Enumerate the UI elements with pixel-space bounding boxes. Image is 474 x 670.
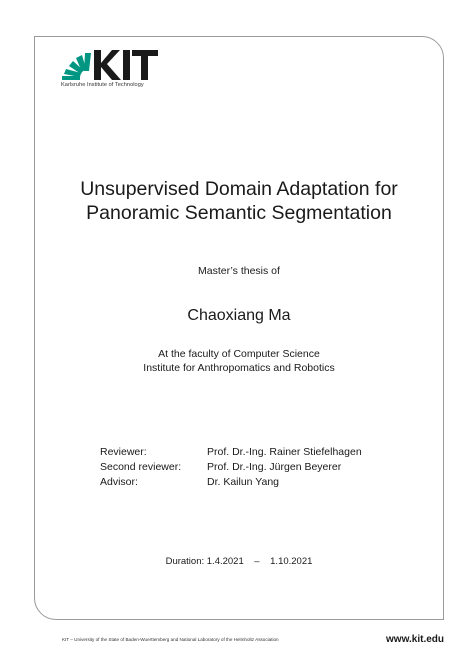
role-label: Reviewer: xyxy=(100,446,147,458)
reviewer-row xyxy=(100,445,362,460)
footer-institution: KIT – University of the State of Baden-Wuerttemberg and National Laboratory of the Helmholtz Association xyxy=(62,637,279,642)
logo-subtitle: Karlsruhe Institute of Technology xyxy=(61,82,144,88)
thesis-type: Master’s thesis of xyxy=(198,265,280,277)
advisor-row xyxy=(100,475,362,490)
faculty-line1: At the faculty of Computer Science xyxy=(158,348,320,360)
faculty-line2: Institute for Anthropomatics and Robotics xyxy=(143,362,335,374)
thesis-title-line1: Unsupervised Domain Adaptation for xyxy=(80,178,398,200)
person-name: Dr. Kailun Yang xyxy=(207,476,279,488)
reviewers-block xyxy=(100,445,362,490)
person-name: Prof. Dr.-Ing. Rainer Stiefelhagen xyxy=(207,446,362,458)
role-label: Second reviewer: xyxy=(100,461,182,473)
role-label: Advisor: xyxy=(100,476,138,488)
thesis-title-line2: Panoramic Semantic Segmentation xyxy=(86,202,392,224)
second-reviewer-row xyxy=(100,460,362,475)
person-name: Prof. Dr.-Ing. Jürgen Beyerer xyxy=(207,461,342,473)
author-name: Chaoxiang Ma xyxy=(187,307,291,324)
footer-url: www.kit.edu xyxy=(386,634,444,645)
duration: Duration: 1.4.2021 – 1.10.2021 xyxy=(165,556,313,567)
page-frame xyxy=(34,36,444,620)
kit-logo-icon xyxy=(60,46,160,82)
